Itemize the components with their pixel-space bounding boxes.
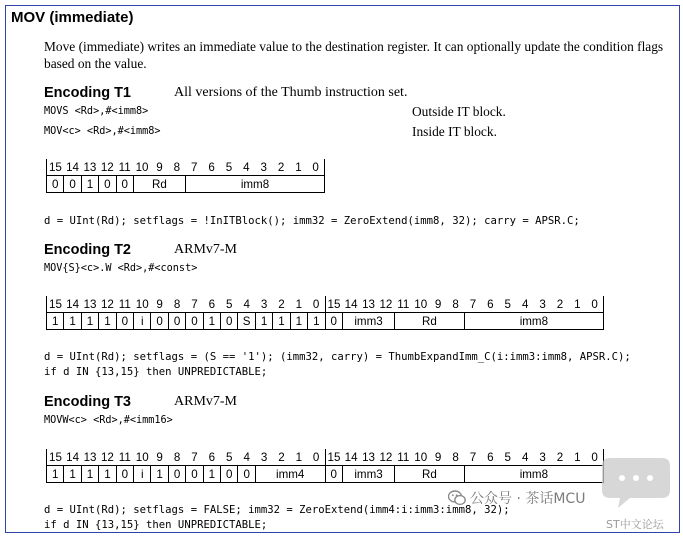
bit-field-imm3: imm3 (342, 313, 394, 330)
bit-field-rd: Rd (395, 466, 465, 483)
bit-field: 1 (151, 466, 168, 483)
bit-field: i (134, 466, 151, 483)
bit-number: 3 (539, 297, 546, 311)
bit-field: 1 (290, 313, 307, 330)
bit-number: 12 (379, 450, 393, 464)
bit-number: 10 (135, 160, 149, 174)
bit-field-imm4: imm4 (255, 466, 325, 483)
bit-number: 15 (47, 159, 64, 176)
bit-number: 14 (344, 450, 358, 464)
bit-number: 5 (226, 450, 233, 464)
bit-field: 0 (116, 313, 133, 330)
bit-number: 1 (574, 297, 581, 311)
bit-number: 1 (295, 450, 303, 464)
bit-field: 0 (151, 313, 168, 330)
bit-number: 4 (243, 297, 250, 311)
bit-number: 2 (556, 297, 564, 311)
t3-encoding-diagram (46, 449, 604, 483)
t3-heading: Encoding T3 (44, 394, 131, 410)
document-frame (5, 5, 680, 533)
bit-number: 13 (83, 297, 97, 311)
bit-field: 0 (186, 313, 203, 330)
bit-number: 10 (414, 450, 428, 464)
t3-arch: ARMv7-M (174, 394, 238, 409)
bit-field: 1 (64, 466, 81, 483)
watermark-subtext: ST中文论坛 (606, 518, 664, 531)
bit-field-imm8: imm8 (186, 176, 325, 193)
bit-number: 13 (83, 450, 97, 464)
bit-number: 15 (325, 296, 342, 313)
bit-field: 0 (221, 466, 238, 483)
bit-number: 6 (208, 160, 215, 174)
bit-field: 1 (203, 466, 220, 483)
bit-number: 10 (135, 297, 149, 311)
bit-number: 0 (312, 297, 320, 311)
bit-number: 0 (312, 450, 320, 464)
bit-field: 0 (325, 313, 342, 330)
t2-bit-fields (47, 313, 604, 330)
chat-bubble-icon (596, 452, 676, 514)
bit-field: 0 (168, 313, 185, 330)
bit-number: 4 (521, 297, 529, 311)
bit-number: 5 (504, 297, 511, 311)
bit-number: 0 (307, 159, 324, 176)
bit-number: 4 (243, 450, 250, 464)
t1-heading: Encoding T1 (44, 85, 131, 101)
bit-field: 1 (81, 466, 98, 483)
bit-field: 0 (99, 176, 116, 193)
t3-pseudocode-line-1: d = UInt(Rd); setflags = FALSE; imm32 = ZeroExtend(imm4:i:imm3:imm8, 32); (44, 504, 510, 516)
bit-number: 15 (325, 449, 342, 466)
bit-number: 12 (379, 297, 393, 311)
t3-bit-fields (47, 466, 604, 483)
bit-number: 11 (397, 297, 410, 311)
bit-field: 1 (308, 313, 325, 330)
bit-number: 12 (100, 160, 114, 174)
bit-field-imm8: imm8 (464, 466, 603, 483)
bit-number: 7 (469, 450, 477, 464)
bit-field: 1 (81, 176, 98, 193)
bit-number: 13 (362, 450, 375, 464)
bit-field: 0 (186, 466, 203, 483)
bit-field: 1 (47, 313, 64, 330)
t1-pseudocode: d = UInt(Rd); setflags = !InITBlock(); imm32 = ZeroExtend(imm8, 32); carry = APSR.C; (44, 215, 580, 227)
t1-arch: All versions of the Thumb instruction set. (174, 85, 408, 100)
bit-field: 1 (99, 313, 116, 330)
bit-number: 14 (66, 297, 80, 311)
bit-number: 8 (173, 160, 181, 174)
bit-field-imm8: imm8 (464, 313, 603, 330)
bit-field: 1 (203, 313, 220, 330)
t2-pseudocode-line-2: if d IN {13,15} then UNPREDICTABLE; (44, 366, 268, 378)
bit-field: 1 (47, 466, 64, 483)
bit-number: 14 (66, 160, 80, 174)
bit-number: 2 (556, 450, 564, 464)
bit-number: 14 (66, 450, 80, 464)
bit-field: 0 (238, 466, 255, 483)
bit-field: 0 (116, 176, 133, 193)
bit-number: 11 (118, 160, 131, 174)
description-paragraph: Move (immediate) writes an immediate value to the destination register. It can optionally update the condition flags based on the value. (44, 39, 664, 71)
bit-number: 9 (156, 450, 163, 464)
t3-syntax: MOVW<c> <Rd>,#<imm16> (44, 415, 173, 426)
bit-number: 1 (295, 297, 303, 311)
t1-note-1: Outside IT block. (412, 104, 506, 119)
t3-pseudocode-line-2: if d IN {13,15} then UNPREDICTABLE; (44, 519, 268, 531)
t1-encoding-diagram (46, 159, 325, 193)
t2-heading: Encoding T2 (44, 242, 131, 258)
bit-field-imm3: imm3 (342, 466, 394, 483)
bit-number: 8 (173, 297, 181, 311)
bit-number: 10 (135, 450, 149, 464)
bit-number: 7 (469, 297, 477, 311)
bit-number: 11 (118, 297, 131, 311)
bit-number: 7 (191, 297, 198, 311)
bit-field: i (134, 313, 151, 330)
bit-number: 13 (83, 160, 97, 174)
bit-number: 2 (277, 160, 285, 174)
bit-number: 3 (260, 450, 268, 464)
bit-number: 0 (586, 296, 603, 313)
bit-number: 4 (521, 450, 529, 464)
t2-pseudocode-line-1: d = UInt(Rd); setflags = (S == '1'); (imm32, carry) = ThumbExpandImm_C(i:imm3:imm8, APSR.C); (44, 351, 631, 363)
bit-number: 14 (344, 297, 358, 311)
t1-syntax-1: MOVS <Rd>,#<imm8> (44, 106, 149, 117)
t3-bit-numbers (47, 449, 604, 466)
bit-field: 1 (255, 313, 272, 330)
bit-number: 1 (295, 160, 302, 174)
bit-number: 6 (208, 450, 216, 464)
bit-number: 2 (278, 450, 285, 464)
bit-number: 6 (487, 297, 494, 311)
bit-number: 8 (452, 297, 459, 311)
bit-number: 9 (434, 450, 442, 464)
t1-syntax-2: MOV<c> <Rd>,#<imm8> (44, 126, 161, 137)
t1-bit-numbers (47, 159, 325, 176)
bit-number: 7 (190, 160, 198, 174)
section-title: MOV (immediate) (11, 9, 134, 26)
bit-field: 0 (168, 466, 185, 483)
bit-field: 1 (81, 313, 98, 330)
bit-number: 8 (173, 450, 181, 464)
t2-encoding-diagram (46, 296, 604, 330)
bit-number: 5 (504, 450, 511, 464)
bit-number: 15 (47, 449, 64, 466)
watermark-text: 公众号 · 茶话MCU (470, 491, 586, 507)
t2-bit-numbers (47, 296, 604, 313)
bit-number: 9 (156, 297, 163, 311)
bit-number: 11 (397, 450, 410, 464)
bit-number: 13 (362, 297, 375, 311)
bit-number: 11 (118, 450, 131, 464)
bit-number: 3 (260, 160, 267, 174)
t2-syntax: MOV{S}<c>.W <Rd>,#<const> (44, 263, 198, 274)
bit-number: 10 (414, 297, 428, 311)
bit-number: 9 (434, 297, 442, 311)
bit-number: 15 (47, 296, 64, 313)
bit-number: 3 (260, 297, 268, 311)
bit-field: 1 (99, 466, 116, 483)
t2-arch: ARMv7-M (174, 242, 238, 257)
t1-note-2: Inside IT block. (412, 124, 497, 139)
bit-field: 0 (325, 466, 342, 483)
bit-field: 0 (116, 466, 133, 483)
bit-number: 3 (539, 450, 546, 464)
bit-number: 12 (100, 297, 114, 311)
bit-number: 0 (586, 449, 603, 466)
bit-number: 7 (191, 450, 198, 464)
bit-field: S (238, 313, 255, 330)
bit-number: 9 (156, 160, 163, 174)
bit-field: 0 (64, 176, 81, 193)
bit-number: 2 (278, 297, 285, 311)
bit-number: 6 (487, 450, 494, 464)
bit-field-rd: Rd (395, 313, 465, 330)
bit-number: 8 (452, 450, 459, 464)
bit-number: 12 (100, 450, 114, 464)
bit-field: 0 (47, 176, 64, 193)
bit-field: 1 (273, 313, 290, 330)
bit-number: 4 (243, 160, 250, 174)
bit-field: 0 (221, 313, 238, 330)
bit-number: 5 (226, 297, 233, 311)
bit-number: 5 (225, 160, 233, 174)
bit-number: 6 (208, 297, 216, 311)
t1-bit-fields (47, 176, 325, 193)
wechat-icon (448, 490, 466, 506)
bit-field: 1 (64, 313, 81, 330)
bit-number: 1 (574, 450, 581, 464)
bit-field-rd: Rd (133, 176, 185, 193)
